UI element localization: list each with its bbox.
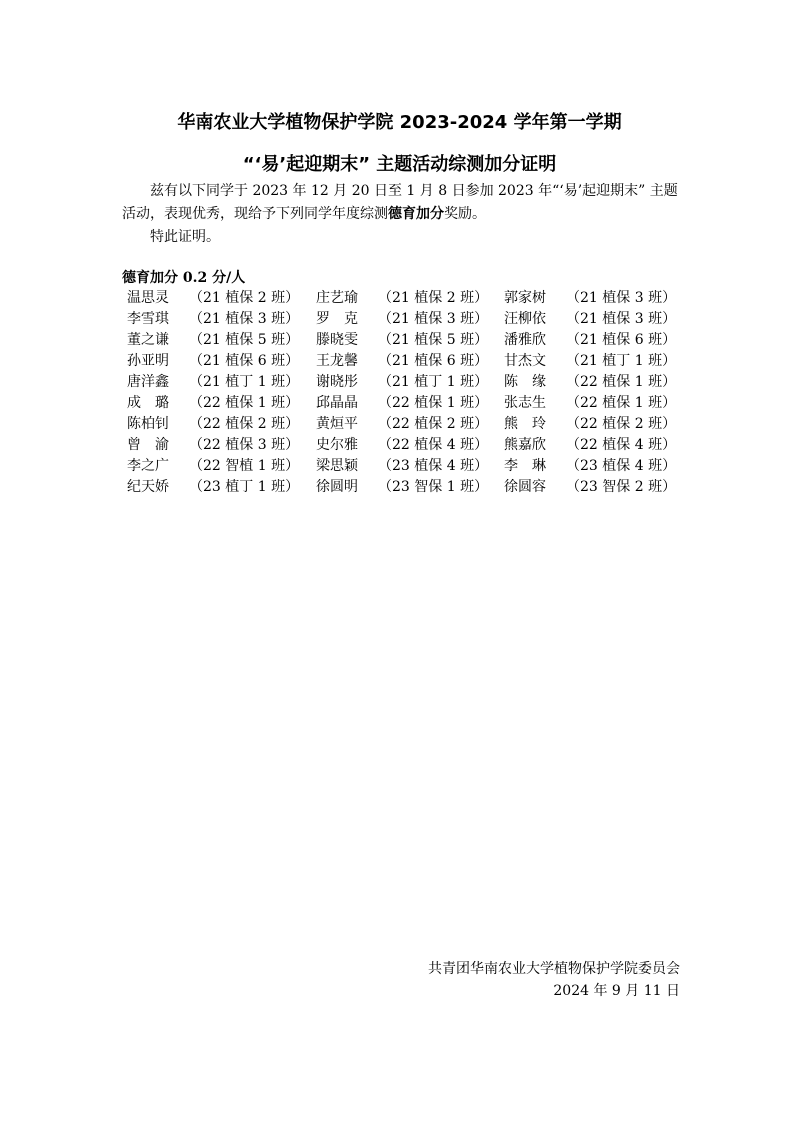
student-class: （21 植保 5 班） <box>189 332 300 348</box>
student-class: （21 植保 5 班） <box>378 332 489 348</box>
student-row <box>127 414 687 435</box>
student-class: （21 植保 2 班） <box>378 290 489 306</box>
student-name: 黄烜平 <box>316 416 358 432</box>
student-row <box>127 309 687 330</box>
student-row <box>127 288 687 309</box>
student-class: （23 智保 1 班） <box>378 479 489 495</box>
student-class: （21 植保 3 班） <box>189 311 300 327</box>
student-name: 史尔雅 <box>316 437 358 453</box>
student-name: 纪天娇 <box>127 479 169 495</box>
student-name: 唐洋鑫 <box>127 374 169 390</box>
student-class: （22 植保 1 班） <box>189 395 300 411</box>
student-list <box>127 288 687 498</box>
student-name: 甘杰文 <box>504 353 546 369</box>
student-name: 温思灵 <box>127 290 169 306</box>
student-name: 王龙馨 <box>316 353 358 369</box>
student-name: 陈 缘 <box>504 374 546 390</box>
student-name: 成 璐 <box>127 395 169 411</box>
intro-text: 兹有以下同学于 2023 年 12 月 20 日至 1 月 8 日参加 2023 年“‘易’起迎期末” 主题活动，表现优秀，现给予下列同学年度综测 <box>122 183 678 222</box>
student-name: 李 琳 <box>504 458 546 474</box>
student-name: 熊嘉欣 <box>504 437 546 453</box>
points-heading: 德育加分 0.2 分/人 <box>122 270 246 286</box>
student-class: （22 植保 1 班） <box>566 395 677 411</box>
student-name: 梁思颖 <box>316 458 358 474</box>
student-class: （21 植丁 1 班） <box>189 374 300 390</box>
student-name: 陈柏钊 <box>127 416 169 432</box>
student-name: 董之谦 <box>127 332 169 348</box>
student-name: 邱晶晶 <box>316 395 358 411</box>
intro-paragraph <box>122 180 682 226</box>
student-name: 罗 克 <box>316 311 358 327</box>
certification-note: 特此证明。 <box>150 229 220 245</box>
student-class: （22 植保 1 班） <box>566 374 677 390</box>
student-class: （22 植保 3 班） <box>189 437 300 453</box>
student-class: （21 植保 2 班） <box>189 290 300 306</box>
student-name: 汪柳依 <box>504 311 546 327</box>
student-name: 徐圆容 <box>504 479 546 495</box>
student-class: （21 植保 6 班） <box>189 353 300 369</box>
student-class: （22 植保 2 班） <box>189 416 300 432</box>
student-class: （21 植丁 1 班） <box>566 353 677 369</box>
student-class: （22 植保 4 班） <box>566 437 677 453</box>
student-name: 郭家树 <box>504 290 546 306</box>
student-class: （21 植保 3 班） <box>566 290 677 306</box>
student-class: （21 植保 3 班） <box>378 311 489 327</box>
document-subtitle: “‘易’起迎期末” 主题活动综测加分证明 <box>242 154 557 175</box>
student-name: 李之广 <box>127 458 169 474</box>
intro-text-end: 奖励。 <box>444 206 486 222</box>
student-class: （21 植保 6 班） <box>566 332 677 348</box>
student-row <box>127 330 687 351</box>
student-name: 李雪琪 <box>127 311 169 327</box>
student-class: （22 植保 4 班） <box>378 437 489 453</box>
intro-bold-text: 德育加分 <box>388 206 444 222</box>
student-class: （21 植保 6 班） <box>378 353 489 369</box>
student-class: （23 植丁 1 班） <box>189 479 300 495</box>
student-class: （22 植保 2 班） <box>566 416 677 432</box>
student-row <box>127 393 687 414</box>
student-row <box>127 456 687 477</box>
student-class: （21 植丁 1 班） <box>378 374 489 390</box>
student-name: 张志生 <box>504 395 546 411</box>
issuing-organization: 共青团华南农业大学植物保护学院委员会 <box>428 961 680 977</box>
student-name: 谢晓彤 <box>316 374 358 390</box>
student-name: 孙亚明 <box>127 353 169 369</box>
issue-date: 2024 年 9 月 11 日 <box>553 983 680 999</box>
student-row <box>127 372 687 393</box>
student-name: 徐圆明 <box>316 479 358 495</box>
student-class: （22 智植 1 班） <box>189 458 300 474</box>
student-row <box>127 435 687 456</box>
student-name: 熊 玲 <box>504 416 546 432</box>
student-class: （22 植保 1 班） <box>378 395 489 411</box>
student-name: 潘雅欣 <box>504 332 546 348</box>
student-name: 滕晓雯 <box>316 332 358 348</box>
student-name: 曾 渝 <box>127 437 169 453</box>
student-class: （23 智保 2 班） <box>566 479 677 495</box>
student-class: （23 植保 4 班） <box>378 458 489 474</box>
student-name: 庄艺瑜 <box>316 290 358 306</box>
student-class: （21 植保 3 班） <box>566 311 677 327</box>
student-row <box>127 477 687 498</box>
student-class: （22 植保 2 班） <box>378 416 489 432</box>
student-class: （23 植保 4 班） <box>566 458 677 474</box>
document-title: 华南农业大学植物保护学院 2023-2024 学年第一学期 <box>177 112 622 133</box>
student-row <box>127 351 687 372</box>
